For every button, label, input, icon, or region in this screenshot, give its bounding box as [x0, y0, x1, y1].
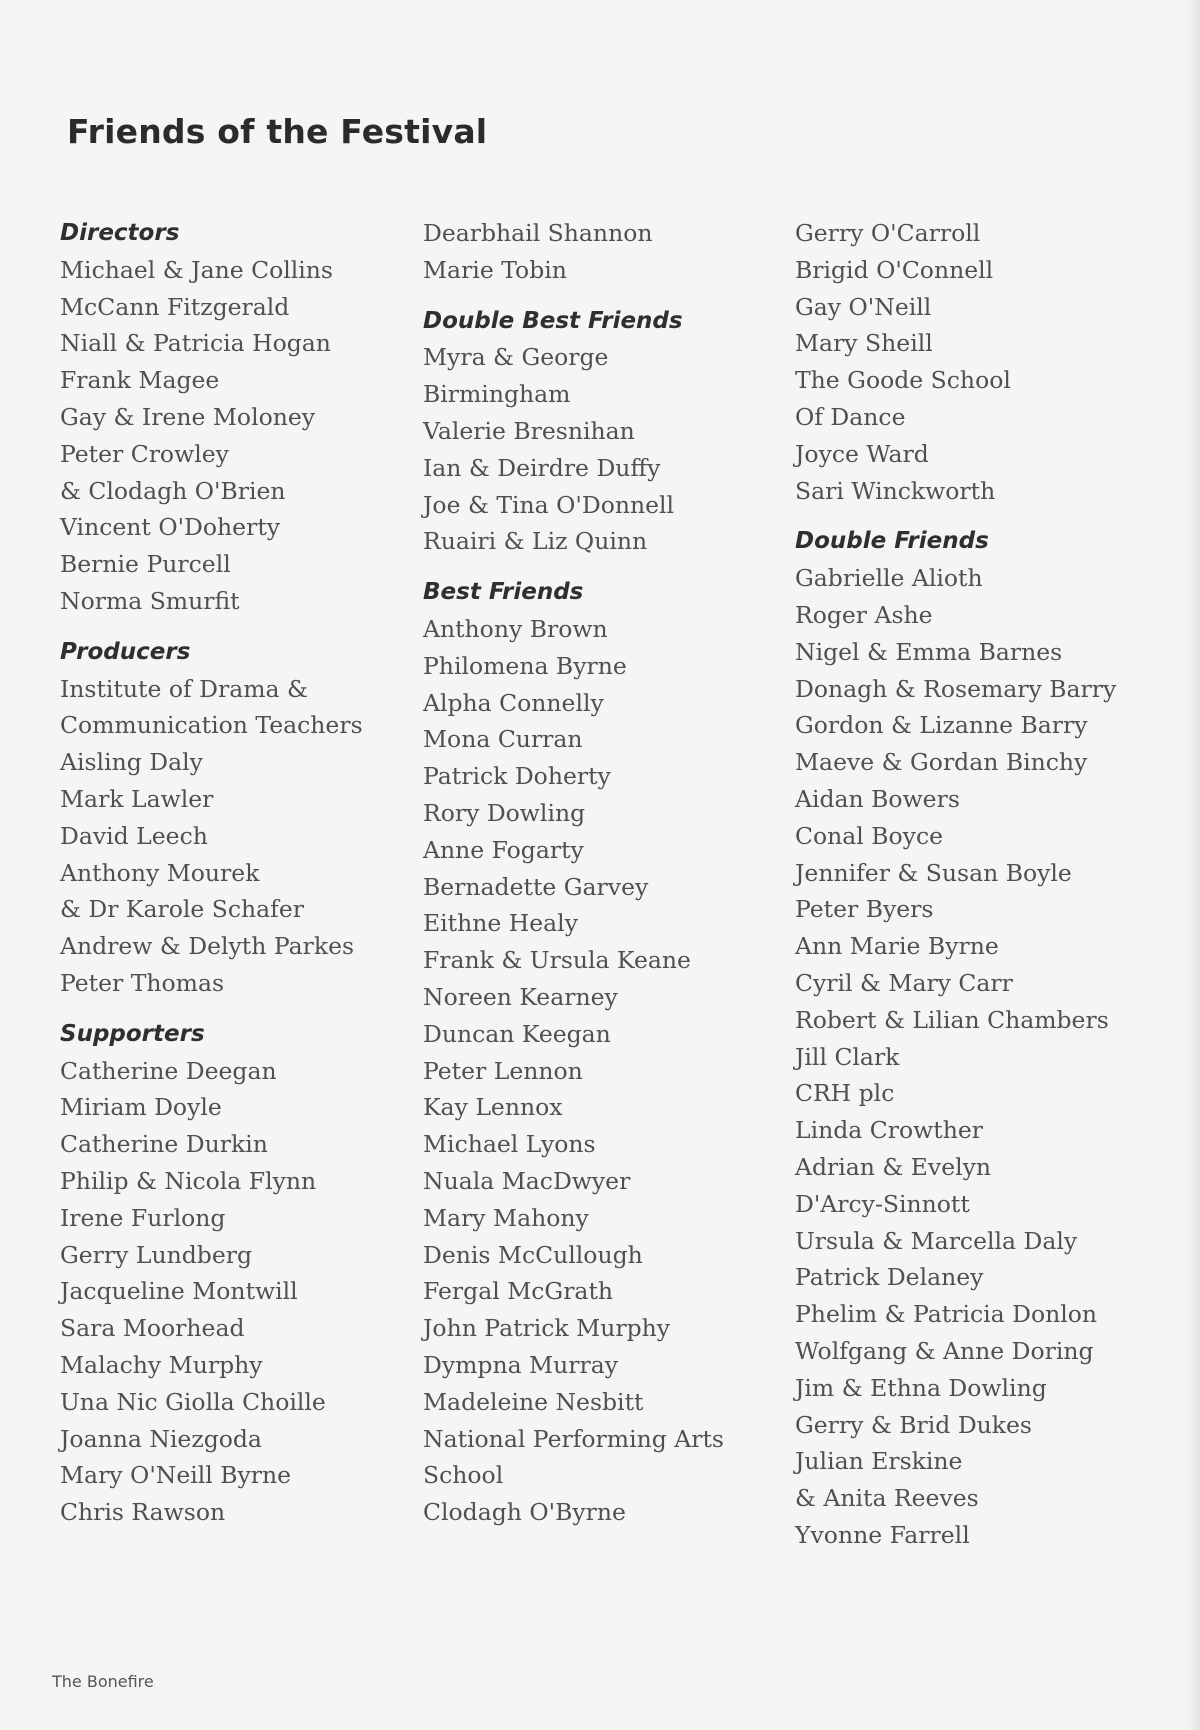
- list-item: Bernadette Garvey: [423, 872, 649, 901]
- list-item: Malachy Murphy: [60, 1350, 263, 1379]
- column-2: [423, 215, 773, 1531]
- page-title: Friends of the Festival: [67, 112, 488, 151]
- list-item: Joe & Tina O'Donnell: [423, 490, 675, 519]
- list-item: Frank Magee: [60, 366, 220, 395]
- list-item: Yvonne Farrell: [795, 1520, 970, 1549]
- list-item: Nuala MacDwyer: [423, 1166, 631, 1195]
- list-item: Andrew & Delyth Parkes: [60, 932, 355, 961]
- list-item: Maeve & Gordan Binchy: [795, 748, 1088, 777]
- list-item: Ian & Deirdre Duffy: [423, 453, 661, 482]
- list-item: Gerry Lundberg: [60, 1240, 253, 1269]
- list-item: National Performing Arts: [423, 1424, 724, 1453]
- list-item: Anthony Brown: [423, 614, 608, 643]
- list-item: Ruairi & Liz Quinn: [423, 527, 648, 556]
- list-item: Jim & Ethna Dowling: [795, 1373, 1047, 1402]
- list-item: Bernie Purcell: [60, 550, 231, 579]
- list-item: The Goode School: [795, 366, 1011, 395]
- list-item: Peter Lennon: [423, 1056, 583, 1085]
- list-item: Aisling Daly: [60, 748, 203, 777]
- list-item: Linda Crowther: [795, 1116, 983, 1145]
- list-item: Michael & Jane Collins: [60, 255, 333, 284]
- list-item: Irene Furlong: [60, 1203, 226, 1232]
- list-item: Duncan Keegan: [423, 1019, 611, 1048]
- list-item: Roger Ashe: [795, 600, 933, 629]
- column-3: [795, 215, 1145, 1554]
- list-item: Miriam Doyle: [60, 1093, 222, 1122]
- list-item: Marie Tobin: [423, 255, 567, 284]
- list-item: Communication Teachers: [60, 711, 363, 740]
- list-item: Anthony Mourek: [60, 858, 260, 887]
- list-item: Mona Curran: [423, 725, 583, 754]
- list-item: & Anita Reeves: [795, 1484, 979, 1513]
- list-item: Sara Moorhead: [60, 1314, 245, 1343]
- list-item: Gerry O'Carroll: [795, 219, 981, 247]
- list-item: Birmingham: [423, 380, 571, 409]
- list-item: CRH plc: [795, 1079, 895, 1108]
- list-item: Denis McCullough: [423, 1240, 643, 1269]
- list-item: D'Arcy-Sinnott: [795, 1189, 970, 1218]
- list-item: & Clodagh O'Brien: [60, 476, 286, 505]
- list-item: Dearbhail Shannon: [423, 219, 653, 247]
- list-item: Anne Fogarty: [423, 835, 584, 864]
- list-item: Gay & Irene Moloney: [60, 402, 316, 431]
- list-item: John Patrick Murphy: [423, 1314, 671, 1343]
- list-item: Ann Marie Byrne: [795, 932, 999, 961]
- list-item: Peter Thomas: [60, 968, 225, 997]
- list-item: Michael Lyons: [423, 1130, 596, 1159]
- list-item: Mary O'Neill Byrne: [60, 1461, 292, 1490]
- section-heading-best-friends: Best Friends: [423, 579, 584, 606]
- list-item: Niall & Patricia Hogan: [60, 329, 331, 358]
- list-item: Philip & Nicola Flynn: [60, 1166, 317, 1195]
- list-item: Brigid O'Connell: [795, 255, 994, 284]
- list-item: Kay Lennox: [423, 1093, 563, 1122]
- section-heading-directors: Directors: [60, 220, 180, 246]
- list-item: Catherine Durkin: [60, 1130, 268, 1159]
- list-item: Frank & Ursula Keane: [423, 946, 691, 975]
- list-item: Jacqueline Montwill: [60, 1277, 298, 1306]
- list-item: Sari Winckworth: [795, 476, 996, 505]
- list-item: Catherine Deegan: [60, 1056, 277, 1085]
- list-item: David Leech: [60, 821, 208, 850]
- list-item: Robert & Lilian Chambers: [795, 1005, 1109, 1034]
- list-item: Nigel & Emma Barnes: [795, 637, 1063, 666]
- list-item: Gerry & Brid Dukes: [795, 1410, 1032, 1439]
- list-item: Jill Clark: [795, 1042, 900, 1071]
- list-item: Mary Mahony: [423, 1203, 589, 1232]
- list-item: School: [423, 1461, 504, 1490]
- list-item: Mark Lawler: [60, 784, 214, 813]
- list-item: Of Dance: [795, 402, 906, 431]
- list-item: Donagh & Rosemary Barry: [795, 674, 1117, 703]
- list-item: Vincent O'Doherty: [60, 513, 281, 542]
- list-item: Gabrielle Alioth: [795, 564, 983, 593]
- list-item: Phelim & Patricia Donlon: [795, 1300, 1098, 1329]
- list-item: Institute of Drama &: [60, 674, 308, 703]
- list-item: Eithne Healy: [423, 909, 578, 938]
- list-item: Ursula & Marcella Daly: [795, 1226, 1078, 1255]
- section-heading-double-friends: Double Friends: [795, 528, 989, 555]
- list-item: McCann Fitzgerald: [60, 292, 290, 321]
- list-item: Joanna Niezgoda: [60, 1424, 262, 1453]
- list-item: Patrick Delaney: [795, 1263, 984, 1292]
- list-item: Noreen Kearney: [423, 982, 618, 1011]
- page-footer: The Bonefire: [52, 1672, 154, 1691]
- list-item: Peter Byers: [795, 895, 934, 924]
- page-edge-shadow: [1186, 0, 1200, 1730]
- list-item: Rory Dowling: [423, 798, 586, 827]
- section-heading-producers: Producers: [60, 638, 191, 665]
- section-heading-supporters: Supporters: [60, 1020, 205, 1047]
- list-item: Wolfgang & Anne Doring: [795, 1336, 1094, 1365]
- list-item: Jennifer & Susan Boyle: [795, 858, 1072, 887]
- section-heading-double-best-friends: Double Best Friends: [423, 307, 683, 334]
- list-item: Madeleine Nesbitt: [423, 1387, 644, 1416]
- list-item: Gordon & Lizanne Barry: [795, 711, 1088, 740]
- list-item: Patrick Doherty: [423, 762, 611, 791]
- column-1: [60, 215, 410, 1531]
- list-item: Conal Boyce: [795, 821, 944, 850]
- list-item: Julian Erskine: [795, 1447, 963, 1476]
- list-item: Aidan Bowers: [795, 784, 960, 813]
- list-item: Una Nic Giolla Choille: [60, 1387, 326, 1416]
- list-item: Mary Sheill: [795, 329, 933, 358]
- list-item: Adrian & Evelyn: [795, 1152, 992, 1181]
- list-item: Fergal McGrath: [423, 1277, 614, 1306]
- list-item: Norma Smurfit: [60, 586, 240, 615]
- list-item: Dympna Murray: [423, 1350, 619, 1379]
- list-item: & Dr Karole Schafer: [60, 895, 305, 924]
- list-item: Philomena Byrne: [423, 651, 627, 680]
- list-item: Alpha Connelly: [423, 688, 604, 717]
- list-item: Valerie Bresnihan: [423, 416, 635, 445]
- list-item: Myra & George: [423, 343, 609, 372]
- list-item: Chris Rawson: [60, 1498, 226, 1527]
- list-item: Joyce Ward: [795, 439, 929, 468]
- list-item: Clodagh O'Byrne: [423, 1498, 626, 1527]
- list-item: Gay O'Neill: [795, 292, 932, 321]
- list-item: Peter Crowley: [60, 439, 229, 468]
- list-item: Cyril & Mary Carr: [795, 968, 1013, 997]
